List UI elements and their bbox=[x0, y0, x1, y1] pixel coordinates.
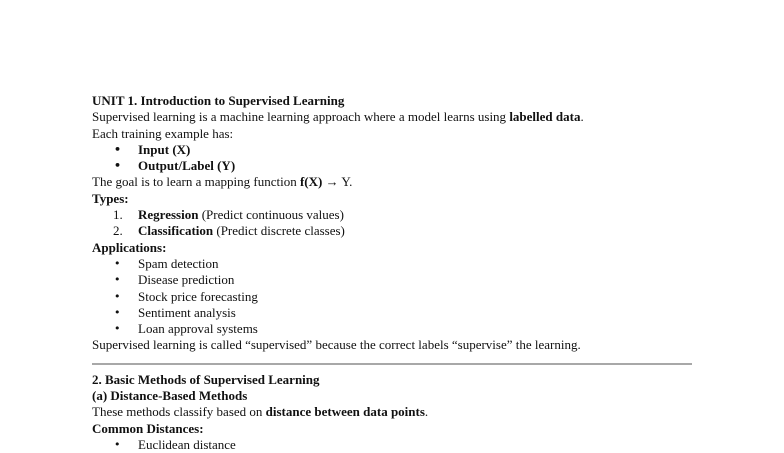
type-name: Classification bbox=[138, 223, 214, 239]
list-item: • Disease prediction bbox=[92, 272, 692, 288]
unit-heading: UNIT 1. Introduction to Supervised Learning bbox=[92, 93, 345, 108]
types-heading: Types: bbox=[92, 190, 129, 206]
list-item: • Input (X) bbox=[92, 142, 692, 158]
applications-heading: Applications: bbox=[92, 239, 167, 255]
goal-end: → Y. bbox=[322, 174, 353, 190]
desc-end: . bbox=[424, 404, 429, 420]
list-item bbox=[92, 207, 692, 223]
goal-line bbox=[92, 174, 692, 190]
list-item bbox=[92, 223, 692, 239]
list-item: • Stock price forecasting bbox=[92, 289, 692, 305]
list-number: 2. bbox=[113, 223, 123, 239]
type-desc: (Predict continuous values) bbox=[198, 207, 344, 223]
section-divider bbox=[92, 363, 692, 365]
desc-text: These methods classify based on bbox=[92, 404, 266, 420]
closing-paragraph: Supervised learning is called “supervised” because the correct labels “supervise” the learning. bbox=[92, 337, 581, 353]
intro-text: Supervised learning is a machine learning approach where a model learns using bbox=[92, 109, 510, 125]
example-list bbox=[92, 142, 692, 175]
intro-paragraph bbox=[92, 109, 692, 125]
subsection-heading: (a) Distance-Based Methods bbox=[92, 388, 248, 404]
example-line: Each training example has: bbox=[92, 125, 234, 141]
applications-list bbox=[92, 256, 692, 337]
list-item: • Output/Label (Y) bbox=[92, 158, 692, 174]
distances-heading: Common Distances: bbox=[92, 420, 204, 436]
document-content bbox=[92, 93, 692, 453]
distances-list bbox=[92, 437, 692, 453]
goal-function: f(X) bbox=[299, 174, 323, 190]
type-desc: (Predict discrete classes) bbox=[213, 223, 345, 239]
intro-emphasis: labelled data bbox=[509, 109, 581, 125]
list-item: • Sentiment analysis bbox=[92, 305, 692, 321]
section-heading: 2. Basic Methods of Supervised Learning bbox=[92, 371, 320, 387]
methods-description bbox=[92, 404, 692, 420]
intro-end: . bbox=[580, 109, 584, 125]
list-item: • Spam detection bbox=[92, 256, 692, 272]
types-list bbox=[92, 207, 692, 240]
list-item: • Euclidean distance bbox=[92, 437, 692, 453]
goal-text: The goal is to learn a mapping function bbox=[92, 174, 300, 190]
desc-emphasis: distance between data points bbox=[265, 404, 425, 420]
list-item: • Loan approval systems bbox=[92, 321, 692, 337]
list-number: 1. bbox=[113, 207, 123, 223]
type-name: Regression bbox=[138, 207, 199, 223]
